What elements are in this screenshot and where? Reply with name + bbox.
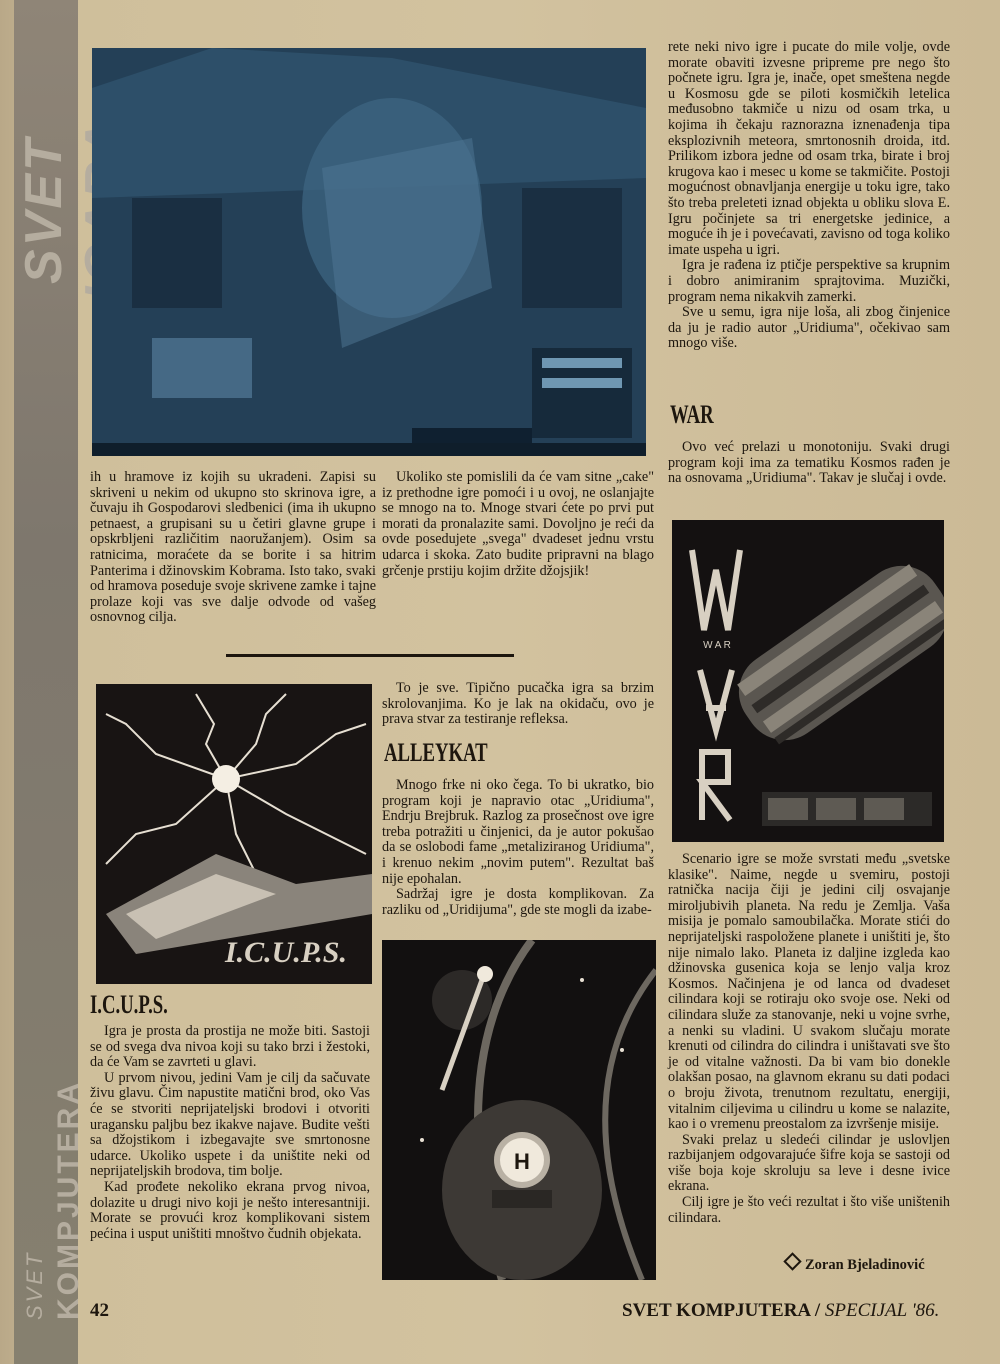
article-column-1-top [90,470,376,626]
sidebar-logo-small: SVET [22,1250,47,1320]
war-heading: WAR [670,400,714,429]
icups-image-lettering: I.C.U.P.S. [225,936,347,969]
paragraph: rete neki nivo igre i pucate do mile volje, ovde morate obaviti izvesne pripreme pre nego što počnete igru. Igra je, inače, opet smeštena negde u Kosmosu gde se piloti kosmičkih letelica međusobno takmiče u nizu od osam trka, u kojima ih čekaju raznorazna iznenađenja tipa eksplozivnih meteora, smrtonosnih droida, itd. Prilikom izbora jedne od osam trka, birate i broj krugova kao i mesec u kome se takmičite. Postoji mogućnost obnavljanja energije u toku igre, tako što treba preleteti iznad objekta u obliku slova E. Igru počinjete sa tri energetske jedinice, a moguće ih je i povećavati, zavisno od toga koliko imate uspeha u igri. [668,39,950,258]
paragraph: Sadržaj igre je dosta komplikovan. Za razliku od „Uridijuma", gde ste mogli da izabe- [382,886,654,918]
paragraph: Sve u semu, igra nije loša, ali zbog činjenice da ju je radio autor „Uridiuma", očekivao sam mnogo više. [668,304,950,352]
war-image-lettering: W A R [703,640,731,651]
page-number: 42 [90,1300,109,1321]
article-column-3-top [668,40,950,352]
icups-heading: I.C.U.P.S. [90,990,168,1019]
article-column-2-top [382,470,654,579]
magazine-footer [622,1300,939,1322]
paragraph: Igra je prosta da prostija ne može biti. Sastoji se od svega dva nivoa koji su tako brzi i žestoki, da će Vam se zavrteti u glavi. [90,1023,370,1071]
war-cover-image [672,520,944,842]
diamond-icon [783,1252,801,1270]
alleykat-heading: ALLEYKAT [384,738,488,767]
icups-conclusion [382,681,654,728]
section-divider [226,654,514,657]
paragraph: Ovo već prelazi u monotoniju. Svaki drugi program koji ima za tematiku Kosmos rađen je na osnovama „Uridiuma". Takav je slučaj i ovde. [668,439,950,487]
paragraph: Svaki prelaz u sledeći cilindar je uslovljen razbijanjem odgovarajuće šifre koja se sastoji od više boja koje skroluju sa leve i desne ivice ekrana. [668,1131,950,1195]
article-author [786,1256,925,1274]
paragraph: Cilj igre je što veći rezultat i što više uništenih cilindara. [668,1194,950,1226]
magazine-name: SVET KOMPJUTERA / [622,1300,821,1321]
author-name: Zoran Bjeladinović [805,1257,925,1273]
war-intro [668,440,950,487]
magazine-issue: SPECIJAL '86. [824,1300,940,1321]
paragraph: U prvom nivou, jedini Vam je cilj da sačuvate živu glavu. Čim napustite matični brod, oko Vas će se stvoriti neprijateljski brodovi i otvoriti uragansku paljbu bez ikakve najave. Budite vešti sa džojstikom i izbegavajte sve smrtonosne udarce. Ukoliko uspete i da uništite neki od neprijateljskih brodova, tim bolje. [90,1069,370,1180]
alleykat-image-lettering: H [514,1149,530,1174]
icups-cover-image [96,684,372,984]
paragraph: Igra je rađena iz ptičje perspektive sa krupnim i dobro animiranim sprajtovima. Muzički, program nema nikakvih zamerki. [668,257,950,305]
alleykat-cover-image [382,940,656,1280]
paragraph: To je sve. Tipično pucačka igra sa brzim skrolovanjima. Ko je lak na okidaču, ovo je prava stvar za testiranje refleksa. [382,680,654,728]
sidebar-magazine-logo [18,1060,85,1320]
war-body [668,852,950,1226]
icups-body [90,1024,370,1242]
sidebar-logo-big: KOMPJUTERA [52,1079,85,1320]
game-screenshot-top [92,48,646,456]
paragraph: Mnogo frke ni oko čega. To bi ukratko, bio program koji je napravio otac „Uridiuma", Endrju Brejbruk. Razlog za prosečnost ove igre treba potražiti u činjenici, da je autor pokušao da se oslobodi fame „metalizirанog Uridiuma", i krenuo nekim „novim putem". Rezultat baš nije epohalan. [382,777,654,887]
alleykat-body [382,778,654,918]
paragraph: Kad prođete nekoliko ekrana prvog nivoa, dolazite u drugi nivo koji je nešto interesantniji. Morate se provući kroz komplikovani sistem pećina i usput uništiti mnoštvo čudnih objekata. [90,1178,370,1242]
paragraph: Ukoliko ste pomislili da će vam sitne „cake" iz prethodne igre pomoći i u ovoj, ne oslanjajte se mnogo na to. Mnoge stvari ćete po prvi put morati da pronalazite sami. Dovoljno je reći da ovde posedujete „svega" dvadeset jednu vrstu udarca i skoka. Zato budite pripravni na blago grčenje prstiju kojim držite džojsjik! [382,469,654,579]
sidebar-section-title: SVET [15,136,73,284]
paragraph: ih u hramove iz kojih su ukradeni. Zapisi su skriveni u nekim od ukupno sto skrinova igre, a čuvaju ih Gospodarovi sledbenici (ima ih ukupno petnaest, a grupisani su u četiri glavne grupe i opskrbljeni različitim naoružanjem). Osim sa ratnicima, moraćete da se borite i sa hitrim Panterima i džinovskim Kobrama. Isto tako, svaki od hramova poseduje svoje skrivene zamke i tajne prolaze koji vas sve dalje odvode od vašeg osnovnog cilja. [90,469,376,626]
paragraph: Scenario igre se može svrstati među „svetske klasike". Naime, negde u svemiru, postoji ratnička nacija čiji je jedini cilj osvajanje miroljubivih planeta. Na redu je Zemlja. Vaša misija je pomalo samoubilačka. Morate stići do neprijateljski raspoložene planete i uništiti je, što nije nimalo lako. Planeta iz daljine izgleda kao džinovska gusenica koja se lenjo valja kroz Kosmos. Načinjena je od lanca od dvadeset cilindara koji se rotiraju oko svoje ose. Neki od cilindara služe za stanovanje, neki u vojne svrhe, a nenki su vladini. U svakom slučaju morate krenuti od cilindra do cilindra i uništavati sve što je od vitalne važnosti. Da bi vam bio donekle olakšan posao, na glavnom ekranu su dati podaci o broju života, trenutnom rezultatu, energiji, vitalnim ciljevima u cilindru u kome se nalazite, kao i o vremenu preostalom za izvršenje misije. [668,851,950,1133]
